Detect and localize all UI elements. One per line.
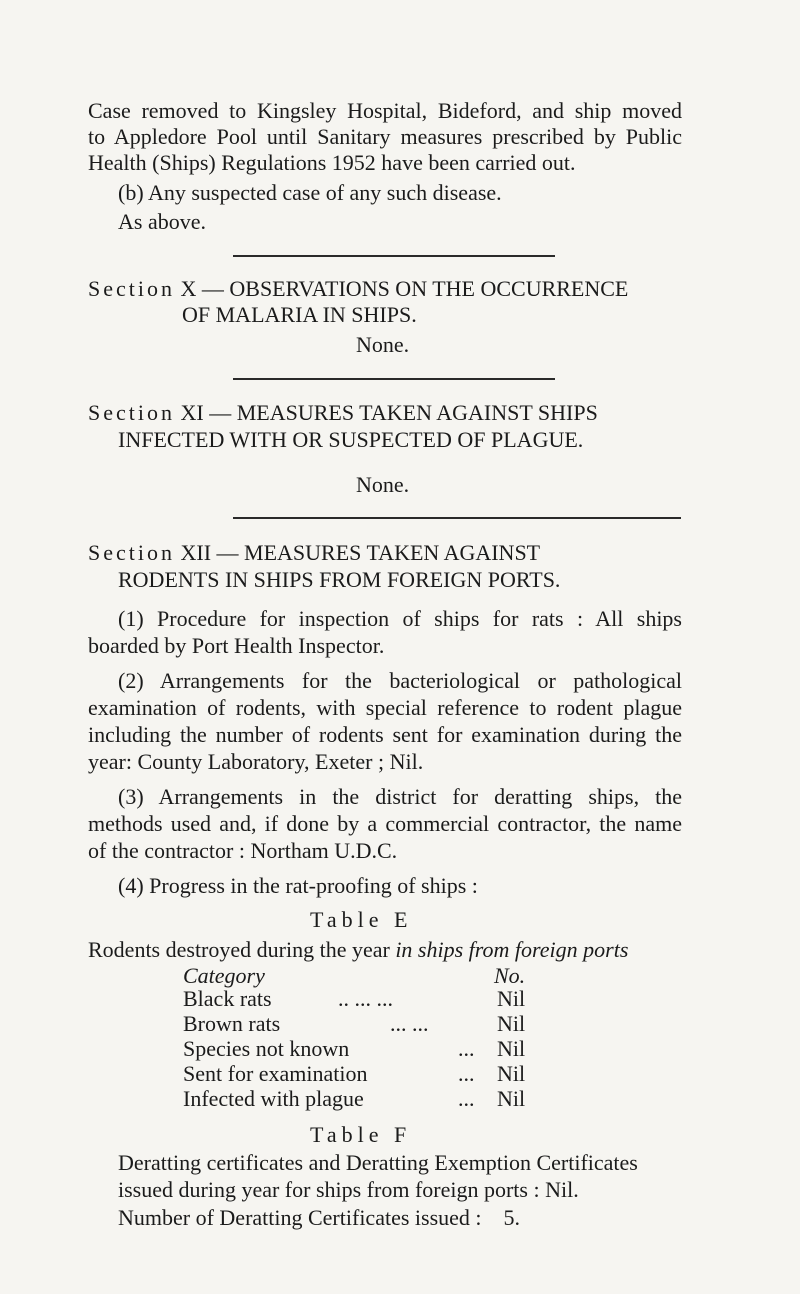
item-b: (b) Any suspected case of any such disease. [118,180,502,205]
table-f-title: Table F [310,1122,412,1147]
section-x-label: Section [88,276,175,301]
col-no-header: No. [494,963,526,988]
row-category: Black rats [183,986,272,1011]
divider-2 [233,378,555,380]
section-x-title: X — OBSERVATIONS ON THE OCCURRENCE [180,276,629,301]
row-category: Infected with plague [183,1086,364,1111]
section-xi-body: None. [356,472,410,497]
p1-line-2: boarded by Port Health Inspector. [88,633,385,658]
row-leader: ... [458,1036,475,1061]
table-e-caption-italic: in ships from foreign ports [395,937,629,962]
p3-line-2: methods used and, if done by a commercial contractor, the name [88,811,682,836]
table-e-title: Table E [310,907,413,932]
section-xii-heading [88,540,540,566]
row-value: Nil [497,1086,526,1111]
row-category: Sent for examination [183,1061,368,1086]
section-x-heading [88,276,628,302]
section-xii-title-2: RODENTS IN SHIPS FROM FOREIGN PORTS. [118,567,561,592]
as-above: As above. [118,209,206,234]
row-value: Nil [497,1011,526,1036]
section-xii-title: XII — MEASURES TAKEN AGAINST [180,540,541,565]
intro-line-1: Case removed to Kingsley Hospital, Bideford, and ship moved [88,98,682,123]
p3-line-3: of the contractor : Northam U.D.C. [88,838,398,863]
col-category-header: Category [183,963,265,988]
row-leader: ... ... [390,1011,429,1036]
table-f-line-3: Number of Deratting Certificates issued : 5. [118,1205,521,1230]
table-e-caption [88,937,628,963]
section-xi-heading [88,400,598,426]
section-x-title-2: OF MALARIA IN SHIPS. [182,302,417,327]
p3-line-1: (3) Arrangements in the district for deratting ships, the [118,784,682,809]
divider-1 [233,255,555,257]
row-leader: .. ... ... [338,986,393,1011]
row-value: Nil [497,1036,526,1061]
p2-line-2: examination of rodents, with special reference to rodent plague [88,695,682,720]
row-leader: ... [458,1061,475,1086]
p1-line-1: (1) Procedure for inspection of ships for rats : All ships [118,606,682,631]
intro-line-2: to Appledore Pool until Sanitary measures prescribed by Public [88,124,682,149]
row-value: Nil [497,1061,526,1086]
table-f-line-2: issued during year for ships from foreign ports : Nil. [118,1177,579,1202]
table-e-caption-plain: Rodents destroyed during the year [88,937,390,962]
row-leader: ... [458,1086,475,1111]
section-xi-title-2: INFECTED WITH OR SUSPECTED OF PLAGUE. [118,427,584,452]
section-xi-title: XI — MEASURES TAKEN AGAINST SHIPS [180,400,598,425]
section-x-body: None. [356,332,410,357]
row-category: Brown rats [183,1011,281,1036]
section-xii-label: Section [88,540,175,565]
p2-line-3: including the number of rodents sent for examination during the [88,722,682,747]
row-category: Species not known [183,1036,350,1061]
section-xi-label: Section [88,400,175,425]
intro-line-3: Health (Ships) Regulations 1952 have been carried out. [88,150,576,175]
p2-line-4: year: County Laboratory, Exeter ; Nil. [88,749,424,774]
divider-3 [233,517,681,519]
p2-line-1: (2) Arrangements for the bacteriological or pathological [118,668,682,693]
table-f-line-1: Deratting certificates and Deratting Exemption Certificates [118,1150,638,1175]
p4-line: (4) Progress in the rat-proofing of ships : [118,873,478,898]
row-value: Nil [497,986,526,1011]
